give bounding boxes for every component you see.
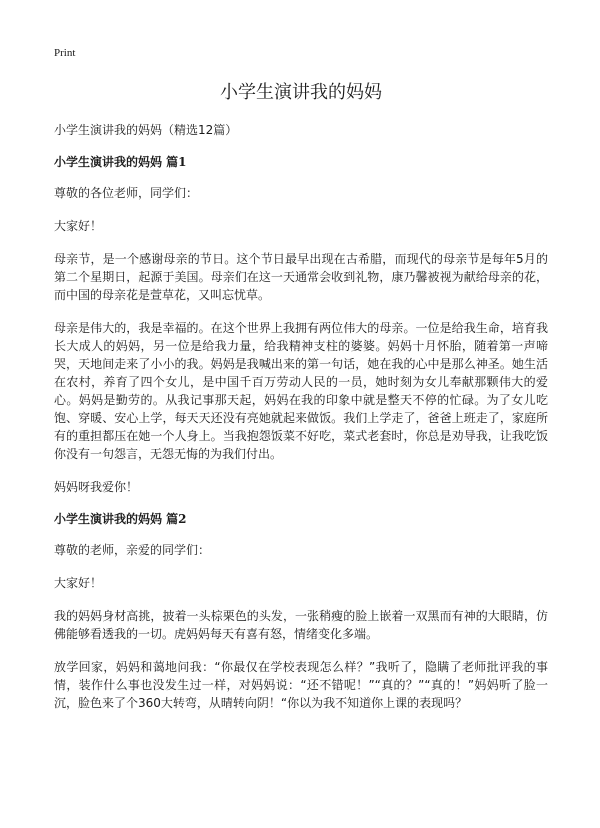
salutation: 尊敬的各位老师，同学们： [54,186,199,200]
document-subtitle: 小学生演讲我的妈妈（精选12篇） [54,123,238,137]
section-1 [54,154,548,496]
body-paragraph: 母亲节，是一个感谢母亲的节日。这个节日最早出现在古希腊，而现代的母亲节是每年5月的第二个星期日，起源于美国。母亲们在这一天通常会收到礼物，康乃馨被视为献给母亲的花，而中国的母亲花是萱草花，又叫忘忧草。 [54,252,548,302]
body-paragraph: 我的妈妈身材高挑，披着一头棕栗色的头发，一张稍瘦的脸上嵌着一双黑而有神的大眼睛，仿佛能够看透我的一切。虎妈妈每天有喜有怒，情绪变化多端。 [54,609,548,641]
greeting: 大家好！ [54,576,103,590]
greeting: 大家好！ [54,219,103,233]
section-heading: 小学生演讲我的妈妈 篇1 [54,155,187,169]
section-heading: 小学生演讲我的妈妈 篇2 [54,512,187,526]
section-2 [54,511,548,712]
page-title: 小学生演讲我的妈妈 [220,82,382,103]
body-paragraph: 母亲是伟大的，我是幸福的。在这个世界上我拥有两位伟大的母亲。一位是给我生命，培育我长大成人的妈妈，另一位是给我力量，给我精神支柱的婆婆。妈妈十月怀胎，随着第一声啼哭，天地间走来了小小的我。妈妈是我喊出来的第一句话，她在我的心中是那么神圣。她生活在农村，养育了四个女儿，是中国千百万劳动人民的一员，她时刻为女儿奉献那颗伟大的爱心。妈妈是勤劳的。从我记事那天起，妈妈在我的印象中就是整天不停的忙碌。为了女儿吃饱、穿暖、安心上学，每天天还没有亮她就起来做饭。我们上学走了，爸爸上班走了，家庭所有的重担都压在她一个人身上。当我抱怨饭菜不好吃，菜式老套时，你总是劝导我，让我吃饭你没有一句怨言，无怨无悔的为我们付出。 [54,321,548,461]
print-label: Print [54,47,76,59]
closing-line: 妈妈呀我爱你！ [54,480,139,494]
body-paragraph: 放学回家，妈妈和蔼地问我：“你最仅在学校表现怎么样？”我听了，隐瞒了老师批评我的事情，装作什么事也没发生过一样，对妈妈说：“还不错呢！”“真的？”“真的！”妈妈听了脸一沉，脸色来了个360大转弯，从晴转向阴！“你以为我不知道你上课的表现吗？ [54,660,548,710]
salutation: 尊敬的老师，亲爱的同学们： [54,543,211,557]
